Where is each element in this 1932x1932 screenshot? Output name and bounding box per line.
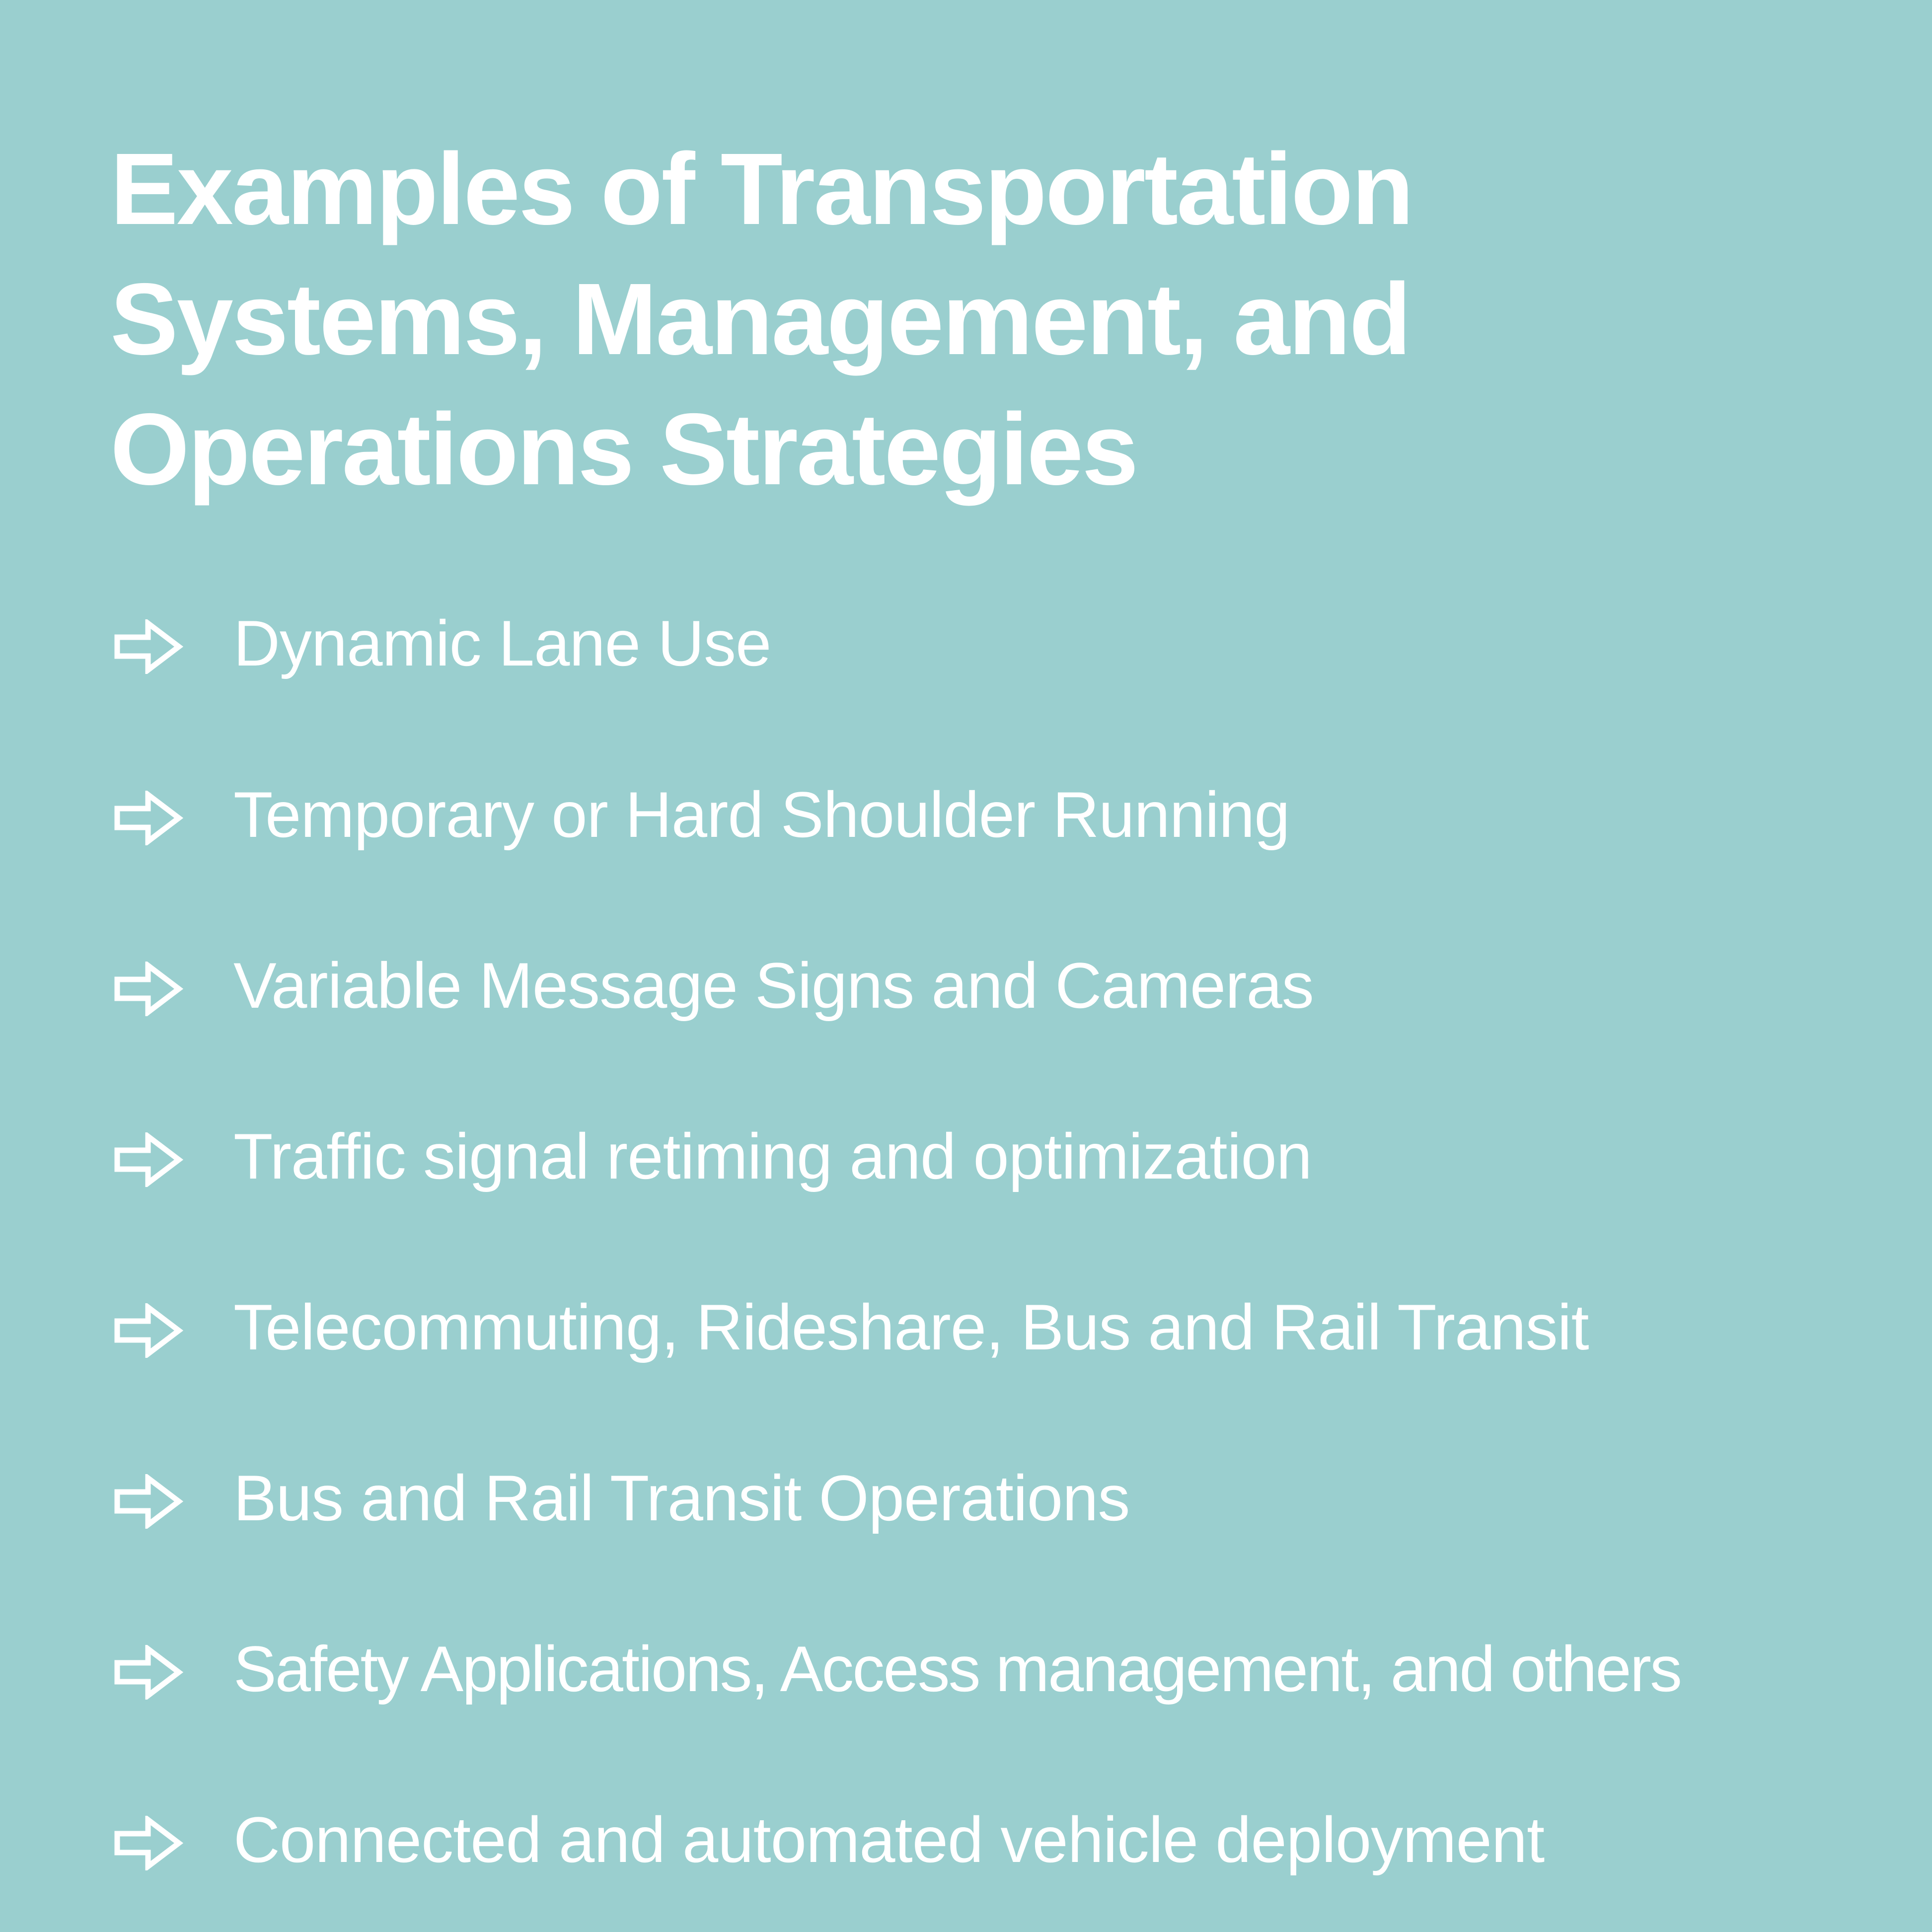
title-line-2: Systems, Management, and [110, 262, 1410, 376]
list-item-traffic-signal-retiming [114, 1107, 1922, 1206]
list-item-label: Dynamic Lane Use [233, 607, 771, 679]
list-item-safety-applications [114, 1619, 1922, 1718]
arrow-right-outline-icon [114, 1303, 184, 1358]
list-item-label: Safety Applications, Access management, and others [233, 1633, 1681, 1705]
arrow-right-outline-icon [114, 619, 184, 674]
arrow-right-outline-icon [114, 1645, 184, 1700]
list-item-bus-rail-operations [114, 1448, 1922, 1548]
list-item-label: Variable Message Signs and Cameras [233, 949, 1314, 1022]
list-item-dynamic-lane-use [114, 594, 1922, 693]
list-item-label: Telecommuting, Rideshare, Bus and Rail Transit [233, 1291, 1589, 1363]
list-item-variable-message-signs [114, 936, 1922, 1035]
arrow-right-outline-icon [114, 1816, 184, 1870]
page-title [110, 124, 1799, 515]
list-item-label: Temporary or Hard Shoulder Running [233, 778, 1290, 851]
title-line-3: Operations Strategies [110, 392, 1137, 506]
list-item-label: Traffic signal retiming and optimization [233, 1120, 1312, 1192]
list-item-label: Bus and Rail Transit Operations [233, 1462, 1130, 1534]
list-item-label: Connected and automated vehicle deployment [233, 1803, 1545, 1876]
title-line-1: Examples of Transportation [110, 132, 1412, 246]
list-item-telecommuting-rideshare [114, 1277, 1922, 1377]
list-item-hard-shoulder-running [114, 765, 1922, 864]
arrow-right-outline-icon [114, 962, 184, 1016]
arrow-right-outline-icon [114, 1132, 184, 1187]
arrow-right-outline-icon [114, 791, 184, 845]
arrow-right-outline-icon [114, 1474, 184, 1529]
list-item-connected-automated-vehicles [114, 1790, 1922, 1889]
